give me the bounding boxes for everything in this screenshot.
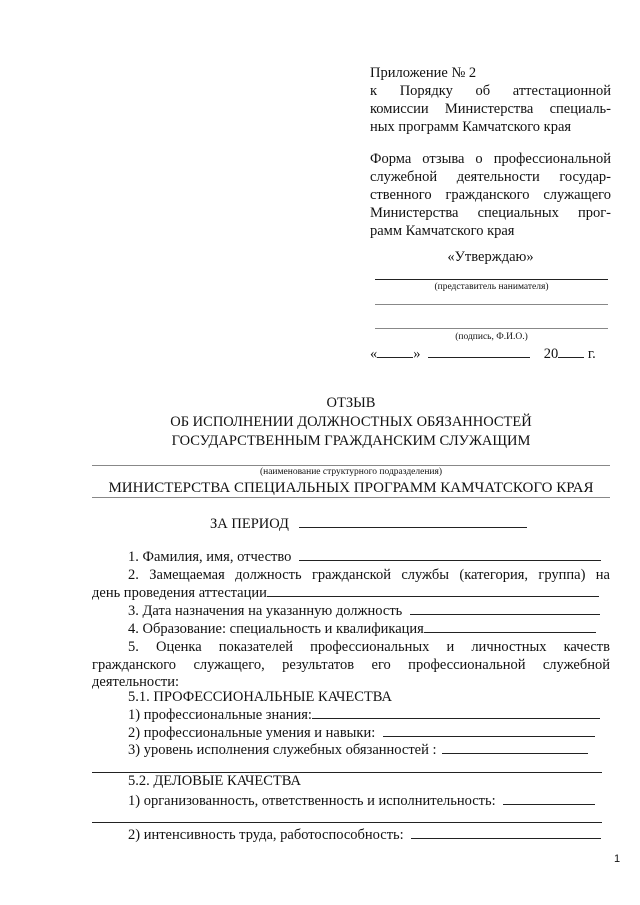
heading-line-2: ОБ ИСПОЛНЕНИИ ДОЛЖНОСТНЫХ ОБЯЗАННОСТЕЙ: [170, 414, 532, 430]
s51-item-1-row: [92, 706, 610, 724]
unit-caption: (наименование структурного подразделения): [259, 467, 443, 477]
s51-item-1-label: 1) профессиональные знания:: [128, 707, 312, 723]
ministry-name: МИНИСТЕРСТВА СПЕЦИАЛЬНЫХ ПРОГРАММ КАМЧАТСКОГО КРАЯ: [108, 480, 594, 496]
item-1-label: 1. Фамилия, имя, отчество: [128, 549, 292, 565]
period-field[interactable]: [299, 515, 527, 528]
s52-item-1-row: [92, 792, 610, 810]
period-row: [210, 515, 527, 533]
employer-line-2: [375, 304, 608, 305]
appendix-block: [370, 64, 611, 136]
form-note-line-1: Форма отзыва о профессиональной: [370, 151, 611, 167]
education-field[interactable]: [424, 620, 596, 633]
item-5-line-1: 5. Оценка показателей профессиональных и личностных качеств: [128, 639, 610, 655]
s51-item-3-row: [92, 741, 610, 759]
section-5-1-title: 5.1. ПРОФЕССИОНАЛЬНЫЕ КАЧЕСТВА: [128, 689, 393, 705]
employer-line: [375, 279, 608, 280]
form-note-block: [370, 150, 611, 240]
item-2-line-2: день проведения аттестации: [92, 585, 267, 601]
unit-line: [92, 465, 610, 466]
heading-line-3: ГОСУДАРСТВЕННЫМ ГРАЖДАНСКИМ СЛУЖАЩИМ: [171, 433, 531, 449]
full-name-field[interactable]: [299, 548, 601, 561]
date-day-field[interactable]: [377, 345, 413, 358]
employer-caption: (представитель нанимателя): [434, 282, 549, 292]
appendix-number: Приложение № 2: [370, 65, 477, 81]
position-field[interactable]: [267, 584, 599, 597]
item-5-line-3: деятельности:: [92, 674, 180, 690]
appendix-line-1: к Порядку об аттестационной: [370, 83, 611, 99]
heading-title: ОТЗЫВ: [326, 395, 376, 411]
date-year-field[interactable]: [558, 345, 584, 358]
date-quote-close: »: [413, 346, 421, 362]
appointment-date-field[interactable]: [410, 602, 600, 615]
s52-continuation-line[interactable]: [92, 822, 602, 823]
s51-item-2-label: 2) профессиональные умения и навыки:: [128, 725, 376, 741]
date-month-field[interactable]: [428, 345, 530, 358]
approve-title: «Утверждаю»: [447, 249, 534, 265]
page-number: 1: [614, 853, 621, 865]
appendix-line-3: ных программ Камчатского края: [370, 119, 572, 135]
form-note-line-4: Министерства специальных прог-: [370, 205, 611, 221]
approve-date-row: [370, 345, 611, 363]
professional-skills-field[interactable]: [383, 724, 595, 737]
section-5-2-title: 5.2. ДЕЛОВЫЕ КАЧЕСТВА: [128, 773, 302, 789]
period-label: ЗА ПЕРИОД: [210, 516, 289, 532]
form-note-line-5: рамм Камчатского края: [370, 223, 515, 239]
year-suffix: г.: [587, 346, 596, 362]
s51-item-3-label: 3) уровень исполнения служебных обязанностей :: [128, 742, 437, 758]
work-intensity-field[interactable]: [411, 826, 601, 839]
professional-knowledge-field[interactable]: [312, 706, 600, 719]
s52-item-2-label: 2) интенсивность труда, работоспособность:: [128, 827, 404, 843]
item-4-label: 4. Образование: специальность и квалификация: [128, 621, 424, 637]
duty-performance-field[interactable]: [442, 741, 588, 754]
appendix-line-2: комиссии Министерства специаль-: [370, 101, 611, 117]
date-quote-open: «: [370, 346, 378, 362]
item-3-row: [92, 602, 610, 620]
s51-item-2-row: [92, 724, 610, 742]
item-5-line-2: гражданского служащего, результатов его профессиональной служебной: [92, 657, 610, 673]
item-2-row-2: [92, 584, 610, 602]
form-note-line-2: служебной деятельности государ-: [370, 169, 611, 185]
s52-item-2-row: [92, 826, 610, 844]
ministry-underline: [92, 497, 610, 498]
form-note-line-3: ственного гражданского служащего: [370, 187, 611, 203]
year-prefix: 20: [543, 346, 559, 362]
item-4-row: [92, 620, 610, 638]
item-1-row: [92, 548, 610, 566]
s52-item-1-label: 1) организованность, ответственность и исполнительность:: [128, 793, 496, 809]
organization-field[interactable]: [503, 792, 595, 805]
signature-line: [375, 328, 608, 329]
item-2-line-1: 2. Замещаемая должность гражданской службы (категория, группа) на: [128, 567, 610, 583]
item-3-label: 3. Дата назначения на указанную должность: [128, 603, 403, 619]
signature-caption: (подпись, Ф.И.О.): [455, 332, 528, 342]
heading-block: [92, 394, 610, 451]
